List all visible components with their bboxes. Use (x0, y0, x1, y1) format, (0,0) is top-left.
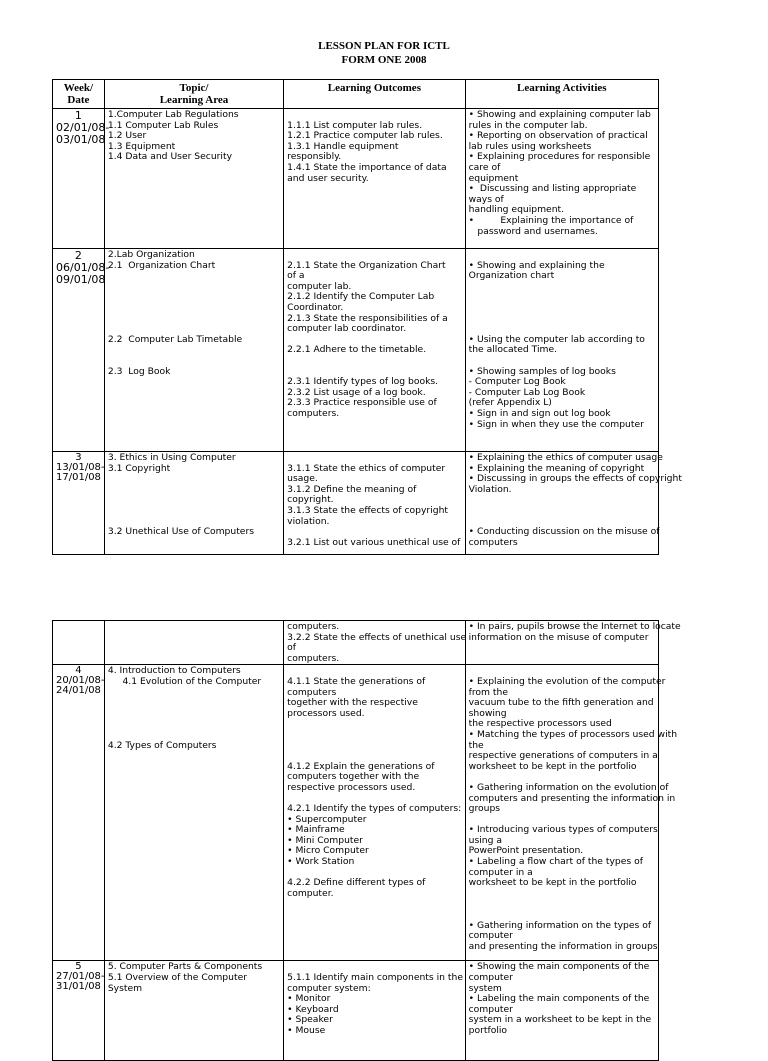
header-topic-label: Topic/ (179, 82, 209, 94)
cell-text-line: computer (468, 971, 513, 983)
outcomes-cell (284, 961, 465, 1061)
table-header-row (53, 80, 659, 109)
header-week-label: Week/ (63, 82, 94, 94)
header-outcomes-label: Learning Outcomes (327, 82, 421, 94)
cell-text-line: • Labeling the main components of the (468, 993, 650, 1005)
cell-text-line (469, 356, 655, 367)
cell-text-line: • Reporting on observation of practical (468, 130, 648, 142)
cell-text-line: • Conducting discussion on the misuse of (468, 526, 660, 538)
cell-text-line: 09/01/08 (56, 273, 106, 286)
cell-text-line: 2.1.1 State the Organization Chart (287, 259, 446, 271)
cell-text-line (108, 303, 280, 314)
cell-text-line: 1.4 Data and User Security (107, 151, 233, 163)
cell-text-line: • Mainframe (287, 824, 345, 836)
cell-text-line: Organization chart (468, 270, 555, 282)
cell-text-line: computers and presenting the information in (468, 792, 676, 804)
cell-text-line: 4.2.2 Define different types of (287, 877, 426, 889)
cell-text-line: together with the respective (287, 697, 418, 709)
cell-text-line: 1.Computer Lab Regulations (107, 109, 239, 120)
cell-text-line: 5 (75, 961, 82, 973)
cell-text-line: 2.3 Log Book (107, 365, 171, 377)
week-cell (53, 109, 110, 249)
cell-text-line: 3.1.1 State the ethics of computer (287, 462, 446, 474)
cell-text-line: computers. (287, 621, 340, 632)
cell-text-line: - Computer Lab Log Book (468, 386, 586, 398)
topic-cell (104, 109, 283, 249)
cell-text-line: • Showing the main components of the (468, 961, 650, 973)
outcomes-cell (284, 452, 465, 555)
cell-text-line: • Mouse (287, 1024, 326, 1036)
cell-text-line (108, 688, 280, 699)
cell-text-line: 2 (74, 249, 82, 262)
cell-text-line: 06/01/08- (56, 261, 110, 274)
cell-text-line: 2.Lab Organization (107, 249, 195, 260)
cell-text-line: respective generations of computers in a (468, 750, 658, 762)
cell-text-line: • Introducing various types of computers (468, 824, 658, 836)
cell-text-line: 27/01/08- (56, 971, 105, 983)
topic-cell (104, 621, 283, 665)
cell-text-line: • Discussing in groups the effects of copyright (468, 473, 682, 485)
cell-text-line: 03/01/08 (56, 133, 106, 146)
cell-text-line: portfolio (468, 1024, 508, 1036)
cell-text-line: 1.3 Equipment (107, 140, 176, 152)
cell-text-line: using a (468, 834, 502, 846)
cell-text-line: 3.2.1 List out various unethical use of (287, 536, 461, 548)
cell-text-line: computer in a (468, 866, 533, 878)
cell-text-line: • Speaker (287, 1014, 333, 1026)
cell-text-line (287, 250, 461, 261)
cell-text-line: • Showing samples of log books (468, 365, 616, 377)
cell-text-line (287, 110, 461, 121)
cell-text-line: respective processors used. (287, 781, 416, 793)
cell-text-line: computers together with the (287, 771, 420, 783)
cell-text-line (108, 495, 280, 506)
cell-text-line: computers. (287, 407, 340, 419)
outcomes-cell (284, 249, 465, 452)
week-cell (53, 961, 105, 1061)
cell-text-line (108, 356, 280, 367)
cell-text-line: 3.1.3 State the effects of copyright (287, 504, 448, 516)
cell-text-line: 2.2.1 Adhere to the timetable. (287, 344, 427, 356)
outcomes-cell (284, 109, 465, 249)
cell-text-line (108, 282, 280, 293)
cell-text-line: • Matching the types of processors used with (468, 728, 678, 740)
cell-text-line: 13/01/08- (56, 462, 105, 473)
cell-text-line (469, 250, 655, 261)
topic-cell (104, 961, 283, 1061)
lesson-plan-table-page2 (52, 620, 681, 1061)
cell-text-line: 1 (74, 109, 82, 122)
cell-text-line: 1.2.1 Practice computer lab rules. (287, 130, 443, 142)
activities-cell (465, 249, 658, 452)
cell-text-line (108, 345, 280, 356)
cell-text-line: Coordinator. (287, 301, 344, 313)
cell-text-line (108, 730, 280, 741)
cell-text-line: and user security. (287, 172, 369, 184)
cell-text-line: from the (468, 686, 509, 698)
cell-text-line: 1.1 Computer Lab Rules (107, 119, 219, 131)
cell-text-line: equipment (468, 172, 519, 184)
cell-text-line: worksheet to be kept in the portfolio (468, 877, 637, 889)
cell-text-line (469, 889, 655, 900)
cell-text-line (108, 698, 280, 709)
cell-text-line: the respective processors used (468, 718, 612, 730)
cell-text-line: 5.1.1 Identify main components in the (287, 971, 463, 983)
cell-text-line: • In pairs, pupils browse the Internet to locate (468, 621, 681, 632)
cell-text-line: • Explaining procedures for responsible (468, 151, 651, 163)
cell-text-line (108, 314, 280, 325)
cell-text-line: 2.1.2 Identify the Computer Lab (287, 291, 435, 303)
table-row (53, 621, 659, 665)
cell-text-line: computers. (287, 652, 340, 664)
cell-text-line: 31/01/08 (56, 981, 101, 993)
cell-text-line: responsibly. (287, 151, 342, 163)
topic-cell (104, 665, 283, 961)
week-cell (53, 621, 105, 665)
cell-text-line: 4. Introduction to Computers (107, 665, 241, 677)
week-cell (53, 452, 105, 555)
cell-text-line: 4.1.1 State the generations of (287, 675, 426, 687)
cell-text-line: 17/01/08 (56, 472, 101, 483)
cell-text-line (469, 292, 655, 303)
cell-text-line: • Explaining the meaning of copyright (468, 462, 645, 474)
cell-text-line: computer system: (287, 982, 371, 994)
cell-text-line: computer lab. (287, 280, 352, 292)
cell-text-line: 24/01/08 (56, 685, 101, 697)
outcomes-cell (284, 621, 465, 665)
cell-text-line (469, 282, 655, 293)
week-cell (53, 249, 110, 452)
cell-text-line: • Showing and explaining the (468, 259, 605, 271)
cell-text-line (469, 506, 655, 517)
document-title-line1: LESSON PLAN FOR ICTL (318, 40, 450, 52)
activities-cell (465, 665, 678, 961)
cell-text-line: • Supercomputer (287, 813, 367, 825)
cell-text-line: • Discussing and listing appropriate (468, 183, 637, 195)
cell-text-line (287, 730, 461, 741)
cell-text-line: 1.2 User (107, 130, 147, 142)
cell-text-line: • Micro Computer (287, 845, 369, 857)
cell-text-line: 1.4.1 State the importance of data (287, 161, 447, 173)
cell-text-line: 5.1 Overview of the Computer (107, 971, 247, 983)
header-activities (465, 80, 658, 109)
activities-cell (465, 109, 658, 249)
cell-text-line (108, 506, 280, 517)
cell-text-line: violation. (287, 515, 330, 527)
activities-cell (465, 452, 682, 555)
cell-text-line: copyright. (287, 494, 334, 506)
header-outcomes (284, 80, 465, 109)
cell-text-line: • Using the computer lab according to (468, 333, 645, 345)
cell-text-line: 1.3.1 Handle equipment (287, 140, 399, 152)
cell-text-line: - Computer Log Book (468, 376, 566, 388)
cell-text-line: • Showing and explaining computer lab (468, 109, 651, 120)
cell-text-line (108, 709, 280, 720)
cell-text-line: 4 (75, 665, 82, 677)
cell-text-line: 2.2 Computer Lab Timetable (107, 333, 243, 345)
cell-text-line: • Monitor (287, 993, 331, 1005)
header-activities-label: Learning Activities (517, 82, 607, 94)
document-title-line2: FORM ONE 2008 (341, 54, 427, 66)
header-area-label: Learning Area (159, 94, 229, 106)
cell-text-line (287, 453, 461, 464)
cell-text-line: 2.1 Organization Chart (107, 259, 216, 271)
cell-text-line: 1.1.1 List computer lab rules. (287, 119, 423, 131)
cell-text-line: 3. Ethics in Using Computer (107, 452, 236, 463)
cell-text-line: • Explaining the evolution of the computer (468, 675, 666, 687)
table-row (53, 665, 659, 961)
cell-text-line (287, 741, 461, 752)
cell-text-line: showing (468, 707, 507, 719)
cell-text-line: • Explaining the ethics of computer usage (468, 452, 663, 463)
cell-text-line (469, 899, 655, 910)
cell-text-line: 2.3.1 Identify types of log books. (287, 376, 439, 388)
table-row (53, 249, 659, 452)
cell-text-line: PowerPoint presentation. (468, 845, 584, 857)
cell-text-line: 4.1 Evolution of the Computer (107, 675, 262, 687)
cell-text-line: lab rules using worksheets (468, 140, 592, 152)
cell-text-line (108, 271, 280, 282)
table-row (53, 109, 659, 249)
cell-text-line: usage. (287, 473, 318, 485)
cell-text-line: • Keyboard (287, 1003, 339, 1015)
cell-text-line (108, 485, 280, 496)
cell-text-line: (refer Appendix L) (468, 397, 552, 409)
cell-text-line (287, 719, 461, 730)
cell-text-line: 4.2.1 Identify the types of computers: (287, 803, 462, 815)
cell-text-line (108, 292, 280, 303)
header-date-label: Date (67, 94, 90, 106)
cell-text-line: System (107, 982, 143, 994)
cell-text-line: 2.3.3 Practice responsible use of (287, 397, 437, 409)
cell-text-line: ways of (468, 193, 504, 205)
cell-text-line: computer (468, 930, 513, 942)
activities-cell (465, 621, 681, 665)
cell-text-line: 2.1.3 State the responsibilities of a (287, 312, 448, 324)
cell-text-line (108, 474, 280, 485)
header-topic (104, 80, 283, 109)
cell-text-line: • Work Station (287, 856, 355, 868)
cell-text-line: processors used. (287, 707, 365, 719)
cell-text-line: computer lab coordinator. (287, 323, 407, 335)
cell-text-line: • Gathering information on the types of (468, 919, 652, 931)
topic-cell (104, 452, 283, 555)
cell-text-line: computers (287, 686, 337, 698)
cell-text-line: rules in the computer lab. (468, 119, 588, 131)
cell-text-line: 3.1 Copyright (107, 462, 171, 474)
cell-text-line: 3.2 Unethical Use of Computers (107, 526, 255, 538)
cell-text-line: of (287, 642, 297, 654)
cell-text-line: • Labeling a flow chart of the types of (468, 856, 643, 868)
cell-text-line: groups (468, 803, 501, 815)
cell-text-line: Violation. (468, 483, 512, 495)
cell-text-line: 02/01/08- (56, 121, 110, 134)
cell-text-line: the (468, 739, 484, 751)
cell-text-line (469, 303, 655, 314)
header-week (53, 80, 105, 109)
cell-text-line: 3.2.2 State the effects of unethical use (287, 631, 467, 643)
cell-text-line (469, 314, 655, 325)
cell-text-line: • Sign in when they use the computer (468, 418, 644, 430)
cell-text-line: • Sign in and sign out log book (468, 407, 611, 419)
cell-text-line: care of (468, 161, 501, 173)
cell-text-line: of a (287, 270, 305, 282)
cell-text-line (108, 719, 280, 730)
cell-text-line: system (468, 982, 502, 994)
cell-text-line: 2.3.2 List usage of a log book. (287, 386, 426, 398)
cell-text-line: 3.1.2 Define the meaning of (287, 483, 417, 495)
cell-text-line: system in a worksheet to be kept in the (468, 1014, 652, 1026)
cell-text-line: 4.2 Types of Computers (107, 739, 217, 751)
lesson-plan-table-page1 (52, 79, 682, 555)
cell-text-line: vacuum tube to the fifth generation and (468, 697, 654, 709)
cell-text-line: computer. (287, 887, 334, 899)
outcomes-cell (284, 665, 465, 961)
cell-text-line: worksheet to be kept in the portfolio (468, 760, 637, 772)
cell-text-line: • Gathering information on the evolution of (468, 781, 669, 793)
cell-text-line: handling equipment. (468, 204, 565, 216)
topic-cell (104, 249, 283, 452)
cell-text-line: 20/01/08- (56, 675, 105, 687)
cell-text-line: and presenting the information in groups (468, 940, 658, 952)
cell-text-line: information on the misuse of computer (468, 631, 649, 643)
cell-text-line: • Explaining the importance of (468, 214, 634, 226)
cell-text-line: 4.1.2 Explain the generations of (287, 760, 435, 772)
cell-text-line: 3 (75, 452, 82, 463)
week-cell (53, 665, 105, 961)
cell-text-line: • Mini Computer (287, 834, 363, 846)
cell-text-line: computer (468, 1003, 513, 1015)
cell-text-line: computers (468, 536, 518, 548)
cell-text-line: the allocated Time. (468, 344, 558, 356)
table-row (53, 452, 659, 555)
activities-cell (465, 961, 658, 1061)
cell-text-line: password and usernames. (468, 225, 598, 237)
table-row (53, 961, 659, 1061)
cell-text-line (469, 495, 655, 506)
cell-text-line (287, 356, 461, 367)
cell-text-line: 5. Computer Parts & Components (107, 961, 263, 973)
